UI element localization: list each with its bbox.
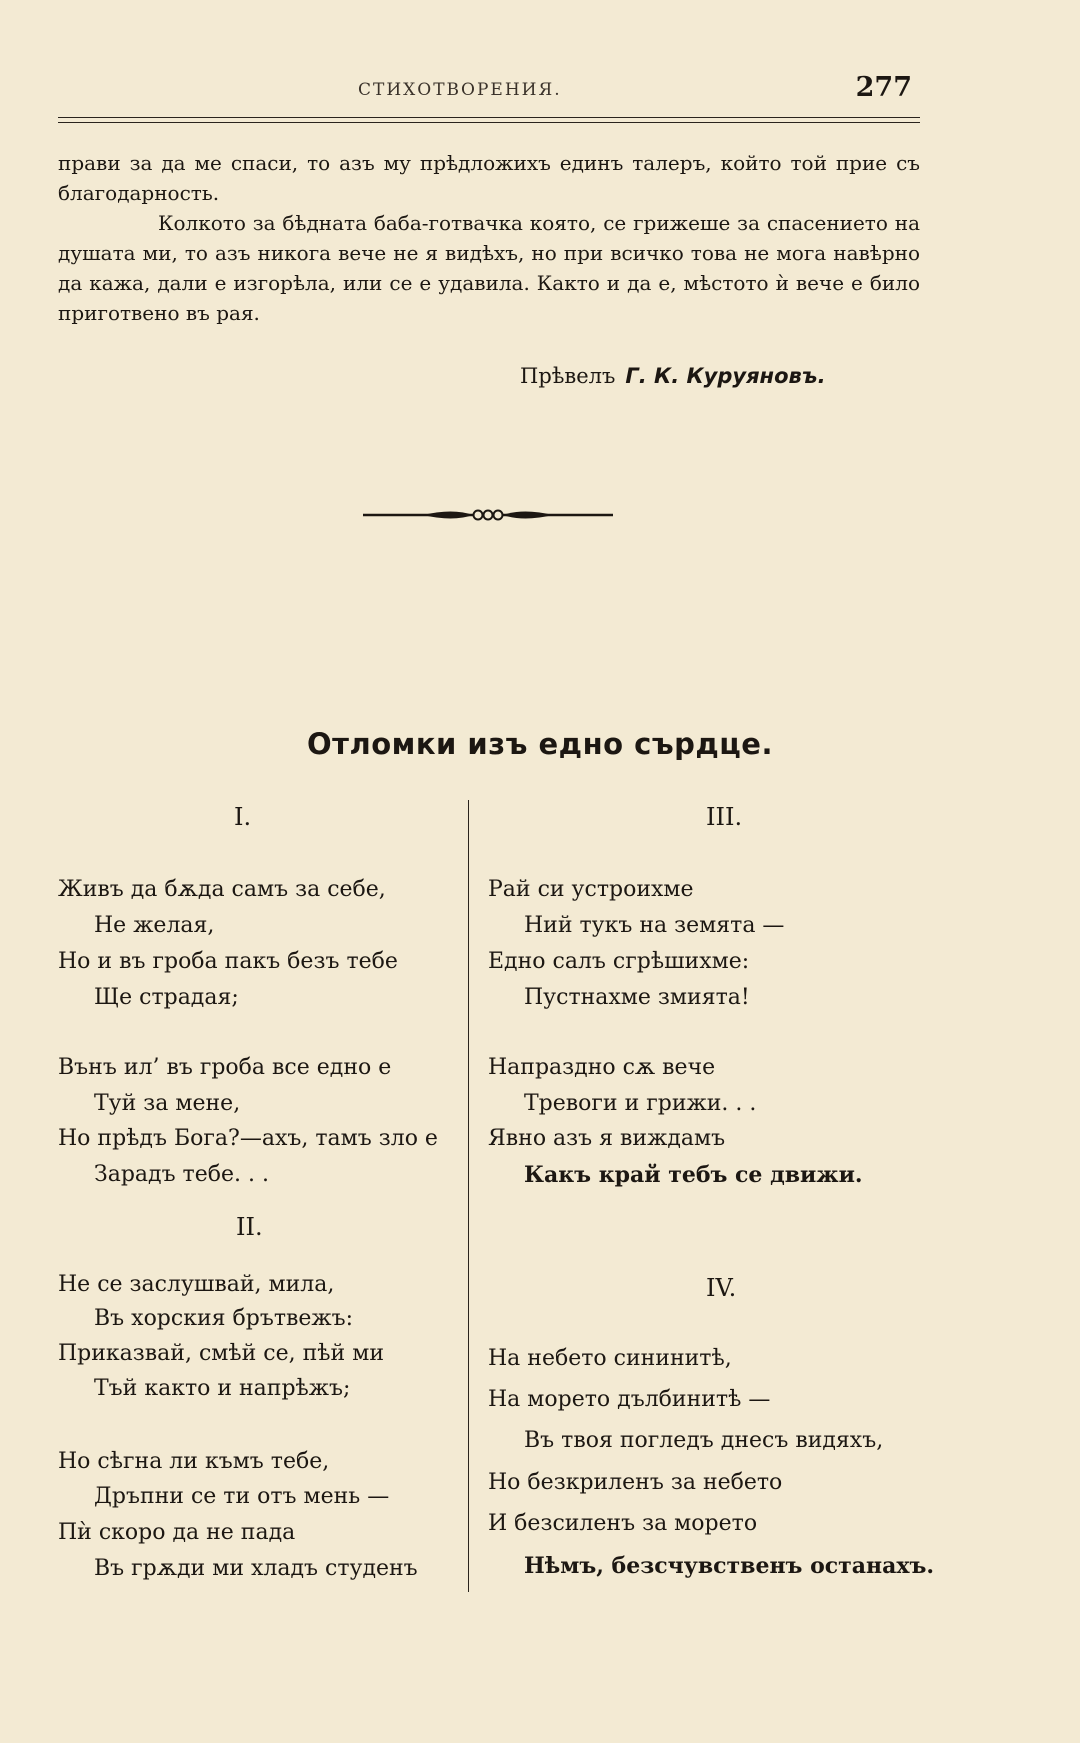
verse-line: Туй за мене, xyxy=(94,1091,241,1116)
prose-ending xyxy=(58,148,920,328)
verse-line: Въ твоя погледъ днесъ видяхъ, xyxy=(524,1428,884,1453)
section-numeral: IV. xyxy=(706,1274,737,1302)
verse-line: Не се заслушвай, мила, xyxy=(58,1272,335,1297)
verse-line: Не желая, xyxy=(94,913,215,938)
section-numeral: I. xyxy=(234,803,252,831)
verse-line: На небето сининитѣ, xyxy=(488,1346,732,1371)
ornament-divider xyxy=(363,505,613,525)
verse-line: Ний тукъ на земята — xyxy=(524,913,785,938)
verse-line: И безсиленъ за морето xyxy=(488,1511,758,1536)
verse-line: Но прѣдъ Бога?—ахъ, тамъ зло е xyxy=(58,1126,438,1151)
verse-line: Тъй както и напрѣжъ; xyxy=(94,1376,351,1401)
header-rule-top xyxy=(58,117,920,118)
verse-line: Приказвай, смѣй се, пѣй ми xyxy=(58,1341,384,1366)
section-numeral: II. xyxy=(236,1213,263,1241)
prose-paragraph: прави за да ме спаси, то азъ му прѣдложихъ единъ талеръ, който той прие съ благодарность. xyxy=(58,151,920,205)
verse-line: Вънъ ил’ въ гроба все едно е xyxy=(58,1055,392,1080)
running-title: СТИХОТВОРЕНИЯ. xyxy=(358,80,562,100)
verse-line: Какъ край тебъ се движи. xyxy=(524,1162,863,1188)
verse-line: Но и въ гроба пакъ безъ тебе xyxy=(58,949,398,974)
verse-line: Рай си устроихме xyxy=(488,877,694,902)
verse-line: Живъ да бѫда самъ за себе, xyxy=(58,877,386,902)
translator-name: Г. К. Куруяновъ. xyxy=(625,364,826,388)
prose-paragraph: Колкото за бѣдната баба-готвачка която, се грижеше за спасението на душата ми, то азъ никога вече не я видѣхъ, но при всичко това не мога навѣрно да кажа, дали е изгорѣла, или се е удавила. Както и да е, мѣстото ѝ вече е било приготвено въ рая. xyxy=(58,211,920,325)
verse-line: Пустнахме змията! xyxy=(524,985,750,1010)
verse-line: Но сѣгна ли къмъ тебе, xyxy=(58,1449,330,1474)
poem-title: Отломки изъ едно сърдце. xyxy=(307,727,773,761)
verse-line: Въ грѫди ми хладъ студенъ xyxy=(94,1556,418,1581)
verse-line: Но безкриленъ за небето xyxy=(488,1470,783,1495)
verse-line: Нѣмъ, безсчувственъ останахъ. xyxy=(524,1553,935,1579)
verse-line: Тревоги и грижи. . . xyxy=(524,1091,757,1116)
verse-line: На морето дълбинитѣ — xyxy=(488,1387,771,1412)
header-rule-bottom xyxy=(58,122,920,123)
verse-line: Явно азъ я виждамъ xyxy=(488,1126,726,1151)
page-number: 277 xyxy=(855,72,912,103)
column-divider xyxy=(468,800,469,1592)
signature-label: Прѣвелъ xyxy=(520,364,616,388)
translator-signature xyxy=(520,364,826,388)
verse-line: Едно салъ сгрѣшихме: xyxy=(488,949,750,974)
verse-line: Ще страдая; xyxy=(94,985,239,1010)
verse-line: Дръпни се ти отъ мень — xyxy=(94,1484,390,1509)
verse-line: Зарадъ тебе. . . xyxy=(94,1162,269,1187)
verse-line: Пѝ скоро да не пада xyxy=(58,1520,296,1545)
verse-line: Напраздно сѫ вече xyxy=(488,1055,716,1080)
running-head xyxy=(58,72,920,112)
verse-line: Въ хорския брътвежъ: xyxy=(94,1306,354,1331)
section-numeral: III. xyxy=(706,803,743,831)
